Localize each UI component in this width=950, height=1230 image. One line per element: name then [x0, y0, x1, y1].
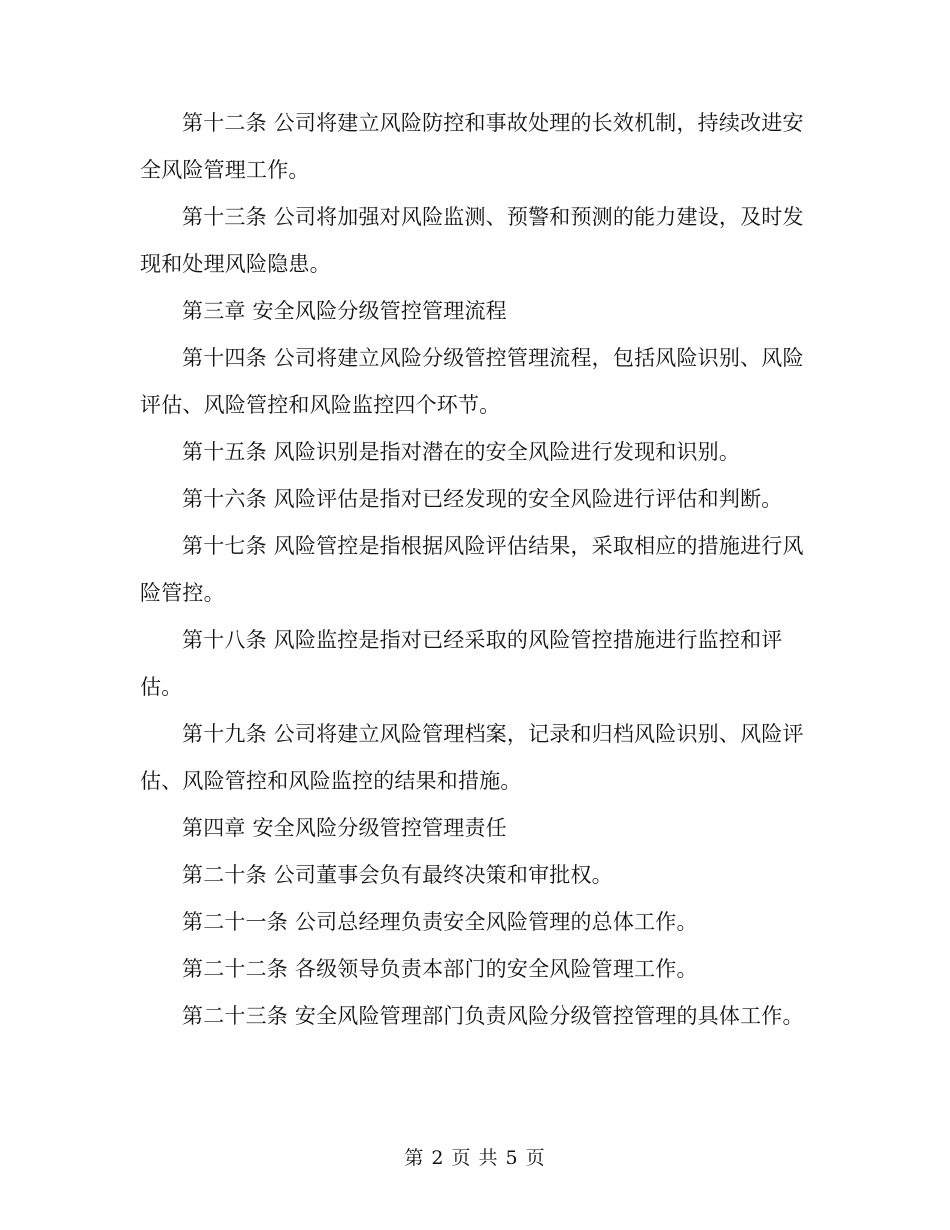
- article-17: 第十七条 风险管控是指根据风险评估结果，采取相应的措施进行风险管控。: [140, 534, 804, 605]
- article-14: 第十四条 公司将建立风险分级管控管理流程，包括风险识别、风险评估、风险管控和风险监控四个环节。: [140, 346, 804, 417]
- article-13: 第十三条 公司将加强对风险监测、预警和预测的能力建设，及时发现和处理风险隐患。: [140, 205, 804, 276]
- article-15: 第十五条 风险识别是指对潜在的安全风险进行发现和识别。: [182, 440, 741, 464]
- article-19: 第十九条 公司将建立风险管理档案，记录和归档风险识别、风险评估、风险管控和风险监控的结果和措施。: [140, 722, 804, 793]
- article-23: 第二十三条 安全风险管理部门负责风险分级管控管理的具体工作。: [182, 1004, 804, 1028]
- chapter-4-heading: 第四章 安全风险分级管控管理责任: [182, 816, 507, 840]
- article-18: 第十八条 风险监控是指对已经采取的风险管控措施进行监控和评估。: [140, 628, 783, 699]
- article-12: 第十二条 公司将建立风险防控和事故处理的长效机制，持续改进安全风险管理工作。: [140, 111, 804, 182]
- article-22: 第二十二条 各级领导负责本部门的安全风险管理工作。: [182, 957, 698, 981]
- article-20: 第二十条 公司董事会负有最终决策和审批权。: [182, 863, 613, 887]
- chapter-3-heading: 第三章 安全风险分级管控管理流程: [182, 299, 507, 323]
- document-body: [140, 100, 820, 1040]
- article-21: 第二十一条 公司总经理负责安全风险管理的总体工作。: [182, 910, 698, 934]
- page-number-footer: 第 2 页 共 5 页: [404, 1147, 546, 1169]
- article-16: 第十六条 风险评估是指对已经发现的安全风险进行评估和判断。: [182, 487, 783, 511]
